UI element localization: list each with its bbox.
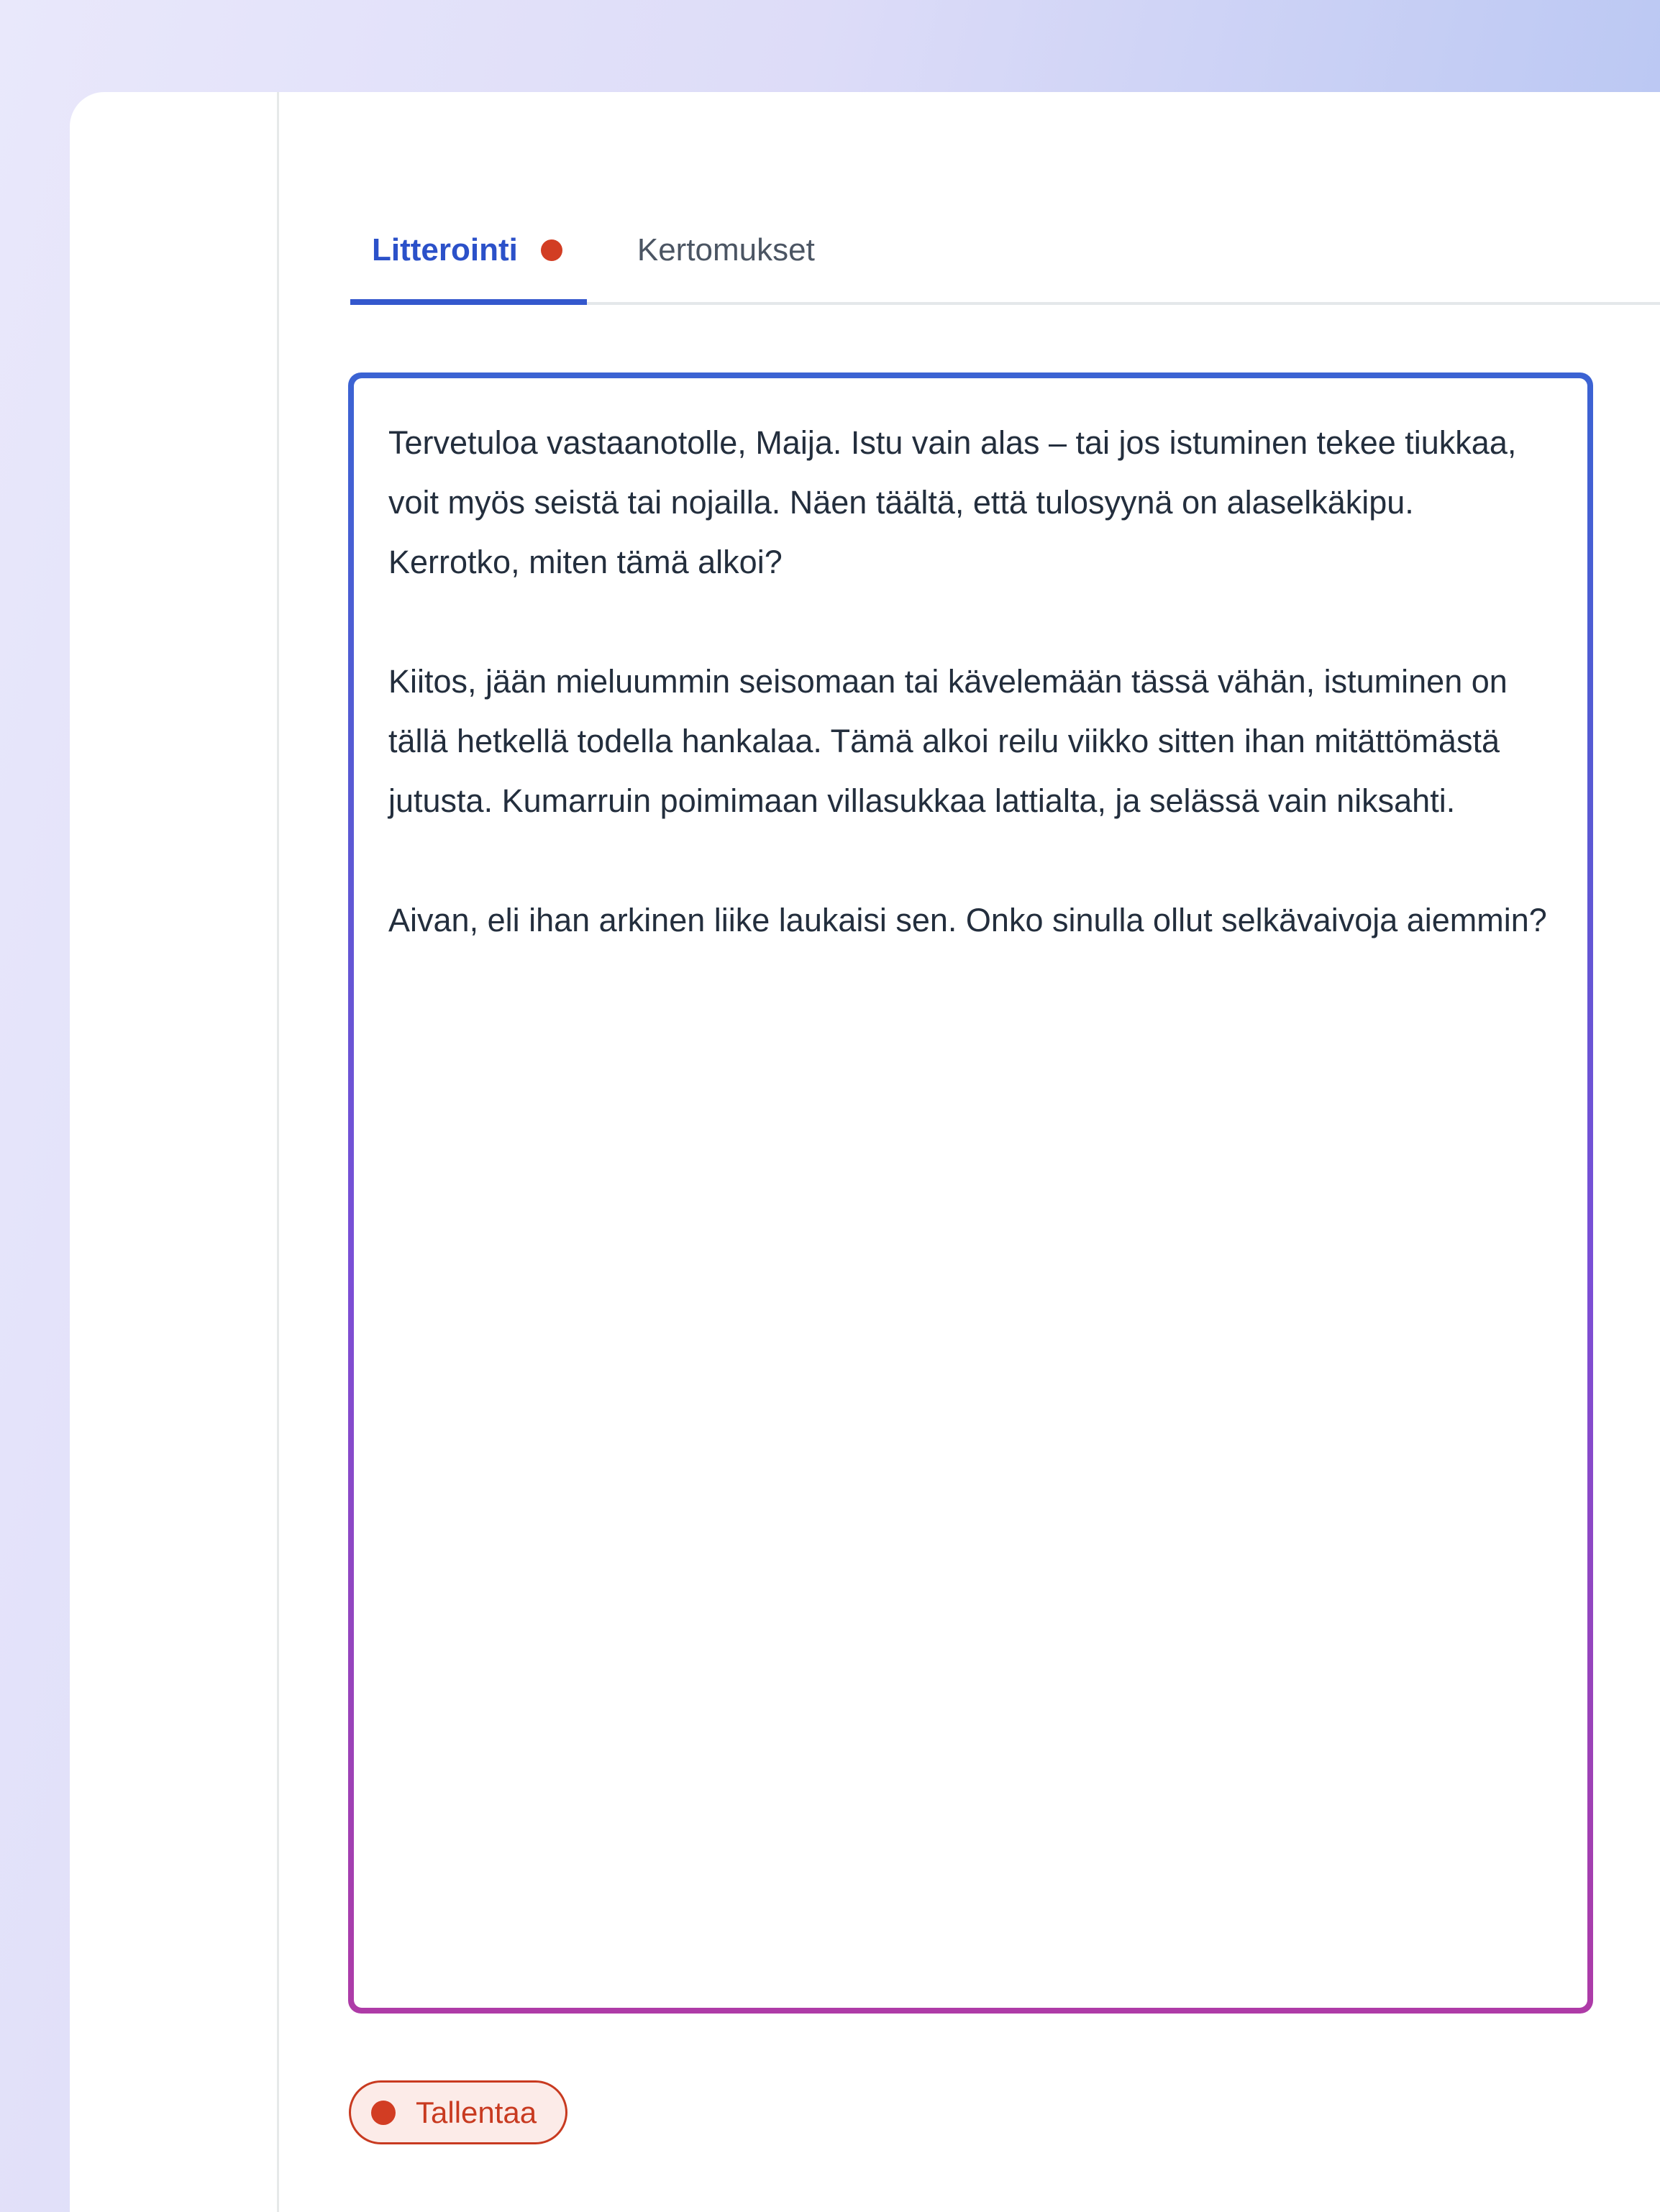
transcript-paragraph: Aivan, eli ihan arkinen liike laukaisi sen. Onko sinulla ollut selkävaivoja aiemmin? <box>388 902 1547 938</box>
tab-bar <box>350 231 1660 305</box>
tab-litterointi[interactable] <box>350 231 587 305</box>
tab-kertomukset-label: Kertomukset <box>637 232 815 268</box>
record-dot-icon <box>371 2101 396 2125</box>
transcript-paragraph: Tervetuloa vastaanotolle, Maija. Istu vain alas – tai jos istuminen tekee tiukkaa, voit myös seistä tai nojailla. Näen täältä, että tulosyynä on alaselkäkipu. Kerrotko, miten tämä alkoi? <box>388 424 1517 580</box>
tab-kertomukset[interactable] <box>616 231 839 305</box>
recording-dot-icon <box>541 239 562 261</box>
transcript-paragraph: Kiitos, jään mieluummin seisomaan tai kävelemään tässä vähän, istuminen on tällä hetkellä todella hankalaa. Tämä alkoi reilu viikko sitten ihan mitättömästä jutusta. Kumarruin poimimaan villasukkaa lattialta, ja selässä vain niksahti. <box>388 663 1508 819</box>
transcript-editor[interactable] <box>354 378 1587 2008</box>
record-button-label: Tallentaa <box>416 2095 537 2129</box>
transcript-editor-frame <box>348 373 1593 2014</box>
record-button[interactable] <box>349 2080 567 2144</box>
tab-litterointi-label: Litterointi <box>372 232 518 268</box>
sidebar-divider <box>277 92 279 2212</box>
